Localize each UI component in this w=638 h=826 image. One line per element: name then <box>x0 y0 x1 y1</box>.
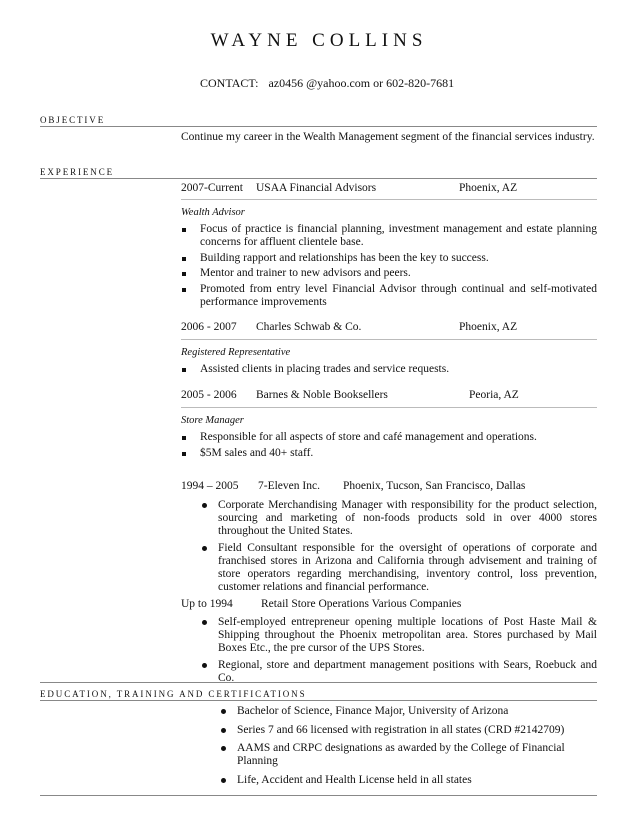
objective-divider <box>40 126 597 127</box>
job-divider <box>181 407 597 408</box>
job-company: Retail Store Operations Various Companies <box>261 598 462 610</box>
job-dates: 2005 - 2006 <box>181 389 237 401</box>
list-item: Series 7 and 66 licensed with registration in all states (CRD #2142709) <box>218 724 598 737</box>
list-item: $5M sales and 40+ staff. <box>181 447 597 460</box>
objective-heading: OBJECTIVE <box>40 115 106 125</box>
education-list <box>218 705 598 792</box>
job-role: Registered Representative <box>181 347 291 358</box>
list-item: Regional, store and department management positions with Sears, Roebuck and Co. <box>199 659 597 685</box>
education-divider <box>40 700 597 701</box>
job-location: Phoenix, Tucson, San Francisco, Dallas <box>343 480 526 492</box>
list-item: Mentor and trainer to new advisors and peers. <box>181 267 597 280</box>
job-dates: 1994 – 2005 <box>181 480 239 492</box>
job-location: Peoria, AZ <box>469 389 519 401</box>
list-item: Promoted from entry level Financial Advisor through continual and self-motivated performance improvements <box>181 283 597 309</box>
job-bullets <box>199 499 597 598</box>
list-item: Self-employed entrepreneur opening multiple locations of Post Haste Mail & Shipping throughout the Phoenix metropolitan area. Stores purchased by Mail Boxes Etc., the pre cursor of the UPS Stores. <box>199 616 597 655</box>
list-item: Building rapport and relationships has been the key to success. <box>181 252 597 265</box>
job-company: 7-Eleven Inc. <box>258 480 320 492</box>
list-item: Focus of practice is financial planning, investment management and estate planning concerns for affluent clientele base. <box>181 223 597 249</box>
page-bottom-divider <box>40 795 597 796</box>
job-location: Phoenix, AZ <box>459 182 518 194</box>
objective-text: Continue my career in the Wealth Management segment of the financial services industry. <box>181 131 595 143</box>
job-divider <box>181 199 597 200</box>
contact-line <box>200 76 464 91</box>
job-company: USAA Financial Advisors <box>256 182 377 194</box>
list-item: Field Consultant responsible for the oversight of operations of corporate and franchised stores in Arizona and California through advisement and training of store operators regarding merchandising, inventory control, loss prevention, customer relations and financial performance. <box>199 542 597 594</box>
list-item: Responsible for all aspects of store and café management and operations. <box>181 431 597 444</box>
experience-heading: EXPERIENCE <box>40 167 114 177</box>
job-dates: 2006 - 2007 <box>181 321 237 333</box>
job-dates: Up to 1994 <box>181 598 233 610</box>
contact-label: CONTACT: <box>200 76 259 90</box>
job-company: Charles Schwab & Co. <box>256 321 362 333</box>
job-bullets <box>199 616 597 689</box>
list-item: Corporate Merchandising Manager with responsibility for the product selection, sourcing and marketing of non-foods products sold in over 4000 stores throughout the United States. <box>199 499 597 538</box>
list-item: AAMS and CRPC designations as awarded by the College of Financial Planning <box>218 742 598 768</box>
job-bullets <box>181 363 597 379</box>
job-role: Wealth Advisor <box>181 207 245 218</box>
job-dates: 2007-Current <box>181 182 243 194</box>
resume-name: WAYNE COLLINS <box>210 30 428 51</box>
job-bullets <box>181 431 597 462</box>
list-item: Life, Accident and Health License held in all states <box>218 774 598 787</box>
job-divider <box>181 339 597 340</box>
job-company: Barnes & Noble Booksellers <box>256 389 388 401</box>
job-role: Store Manager <box>181 415 244 426</box>
list-item: Bachelor of Science, Finance Major, University of Arizona <box>218 705 598 718</box>
job-bullets <box>181 223 597 311</box>
education-top-divider <box>40 682 597 683</box>
experience-divider <box>40 178 597 179</box>
contact-value: az0456 @yahoo.com or 602-820-7681 <box>268 76 455 90</box>
list-item: Assisted clients in placing trades and service requests. <box>181 363 597 376</box>
education-heading: EDUCATION, TRAINING AND CERTIFICATIONS <box>40 689 307 699</box>
job-location: Phoenix, AZ <box>459 321 518 333</box>
